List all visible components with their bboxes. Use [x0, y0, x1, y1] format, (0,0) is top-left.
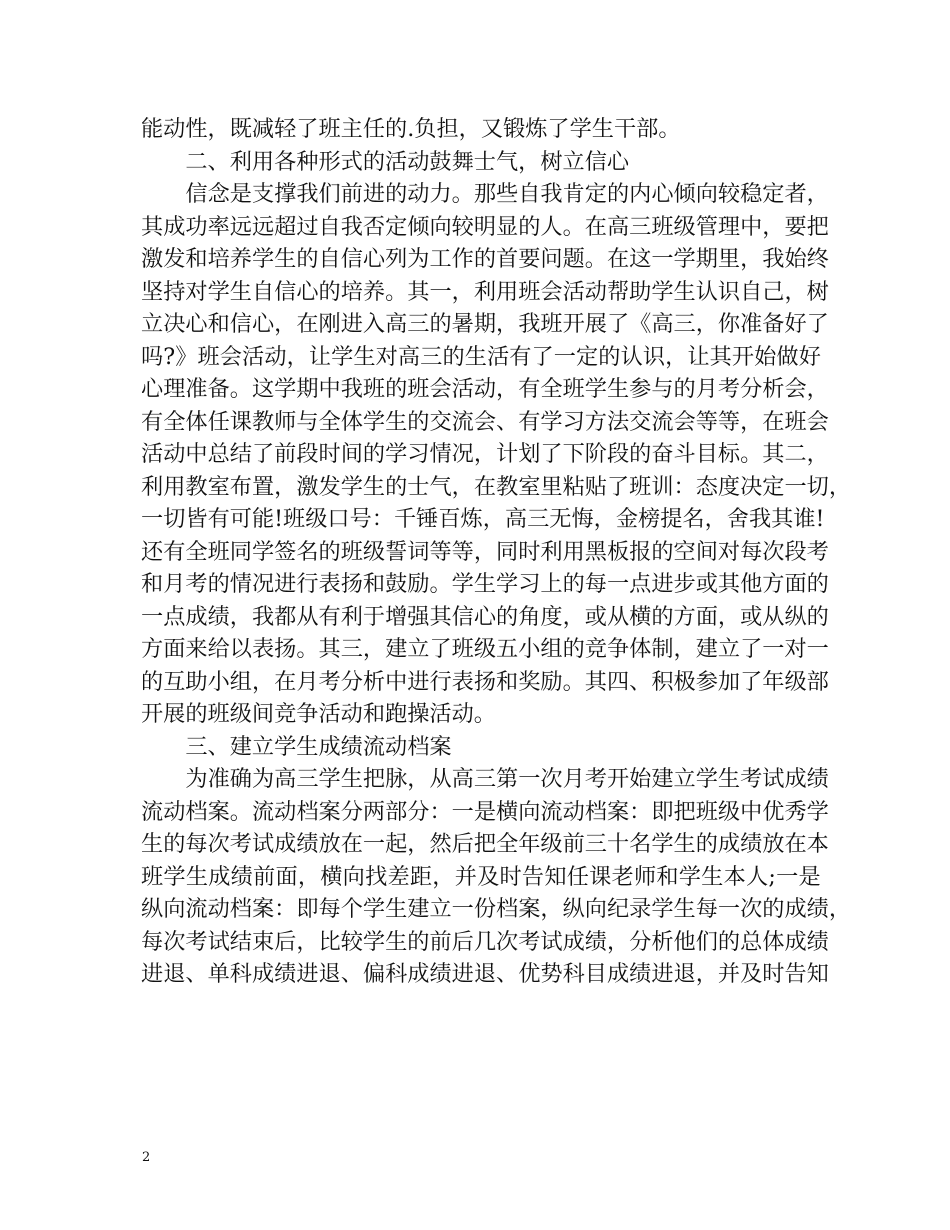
text-line: 其 成 功 率 远 远 超 过 自 我 否 定 倾 向 较 明 显 的 人 。 在 高 三 班 级 管 理 中 ， 要 把: [141, 213, 829, 240]
text-line: 流 动 档 案 。 流 动 档 案 分 两 部 分 ： 一 是 横 向 流 动 档 案 ： 即 把 班 级 中 优 秀 学: [141, 798, 829, 825]
section-heading: 二、利用各种形式的活动鼓舞士气，树立信心: [141, 148, 630, 175]
text-line: 吗 ? 》 班 会 活 动 ， 让 学 生 对 高 三 的 生 活 有 了 一 定 的 认 识 ， 让 其 开 始 做 好: [141, 343, 821, 370]
text-line: 为 准 确 为 高 三 学 生 把 脉 ， 从 高 三 第 一 次 月 考 开 始 建 立 学 生 考 试 成 绩: [185, 766, 829, 792]
text-line: 进 退 、 单 科 成 绩 进 退 、 偏 科 成 绩 进 退 、 优 势 科 目 成 绩 进 退 ， 并 及 时 告 知: [141, 961, 829, 987]
text-line: 开展的班级间竞争活动和跑操活动。: [141, 701, 496, 727]
text-line: 纵 向 流 动 档 案 ： 即 每 个 学 生 建 立 一 份 档 案 ， 纵 向 纪 录 学 生 每 一 次 的 成 绩 ，: [141, 896, 851, 922]
document-body: [141, 113, 851, 991]
text-line: 立 决 心 和 信 心 ， 在 刚 进 入 高 三 的 暑 期 ， 我 班 开 展 了 《 高 三 ， 你 准 备 好 了: [141, 311, 829, 337]
text-line: 活 动 中 总 结 了 前 段 时 间 的 学 习 情 况 ， 计 划 了 下 阶 段 的 奋 斗 目 标 。 其 二 ，: [141, 441, 829, 467]
text-line: 能动性，既减轻了班主任的.负担，又锻炼了学生干部。: [141, 116, 681, 142]
section-heading: 三、建立学生成绩流动档案: [141, 733, 452, 760]
text-line: 一 切 皆 有 可 能 ! 班 级 口 号 ： 千 锤 百 炼 ， 高 三 无 悔 ， 金 榜 提 名 ， 舍 我 其 谁 !: [141, 506, 825, 532]
text-line: 激 发 和 培 养 学 生 的 自 信 心 列 为 工 作 的 首 要 问 题 。 在 这 一 学 期 里 ， 我 始 终: [141, 246, 829, 272]
text-line: 一 点 成 绩 ， 我 都 从 有 利 于 增 强 其 信 心 的 角 度 ， 或 从 横 的 方 面 ， 或 从 纵 的: [141, 603, 829, 630]
text-line: 有 全 体 任 课 教 师 与 全 体 学 生 的 交 流 会 、 有 学 习 方 法 交 流 会 等 等 ， 在 班 会: [141, 408, 829, 435]
text-line: 的 互 助 小 组 ， 在 月 考 分 析 中 进 行 表 扬 和 奖 励 。 其 四 、 积 极 参 加 了 年 级 部: [141, 668, 829, 695]
text-line: 班 学 生 成 绩 前 面 ， 横 向 找 差 距 ， 并 及 时 告 知 任 课 老 师 和 学 生 本 人 ; 一 是: [141, 863, 821, 890]
text-line: 心 理 准 备 。 这 学 期 中 我 班 的 班 会 活 动 ， 有 全 班 学 生 参 与 的 月 考 分 析 会 ，: [141, 376, 829, 402]
text-line: 和 月 考 的 情 况 进 行 表 扬 和 鼓 励 。 学 生 学 习 上 的 每 一 点 进 步 或 其 他 方 面 的: [141, 571, 829, 597]
text-line: 还 有 全 班 同 学 签 名 的 班 级 誓 词 等 等 ， 同 时 利 用 黑 板 报 的 空 间 对 每 次 段 考: [141, 538, 829, 565]
text-line: 信 念 是 支 撑 我 们 前 进 的 动 力 。 那 些 自 我 肯 定 的 内 心 倾 向 较 稳 定 者 ，: [185, 181, 829, 207]
text-line: 每 次 考 试 结 束 后 ， 比 较 学 生 的 前 后 几 次 考 试 成 绩 ， 分 析 他 们 的 总 体 成 绩: [141, 928, 829, 955]
text-line: 方 面 来 给 以 表 扬 。 其 三 ， 建 立 了 班 级 五 小 组 的 竞 争 体 制 ， 建 立 了 一 对 一: [141, 636, 829, 662]
page-number: 2: [142, 1150, 151, 1165]
text-line: 生 的 每 次 考 试 成 绩 放 在 一 起 ， 然 后 把 全 年 级 前 三 十 名 学 生 的 成 绩 放 在 本: [141, 831, 829, 857]
text-line: 利 用 教 室 布 置 ， 激 发 学 生 的 士 气 ， 在 教 室 里 粘 贴 了 班 训 ： 态 度 决 定 一 切 ，: [141, 473, 851, 500]
text-line: 坚 持 对 学 生 自 信 心 的 培 养 。 其 一 ， 利 用 班 会 活 动 帮 助 学 生 认 识 自 己 ， 树: [141, 278, 829, 305]
